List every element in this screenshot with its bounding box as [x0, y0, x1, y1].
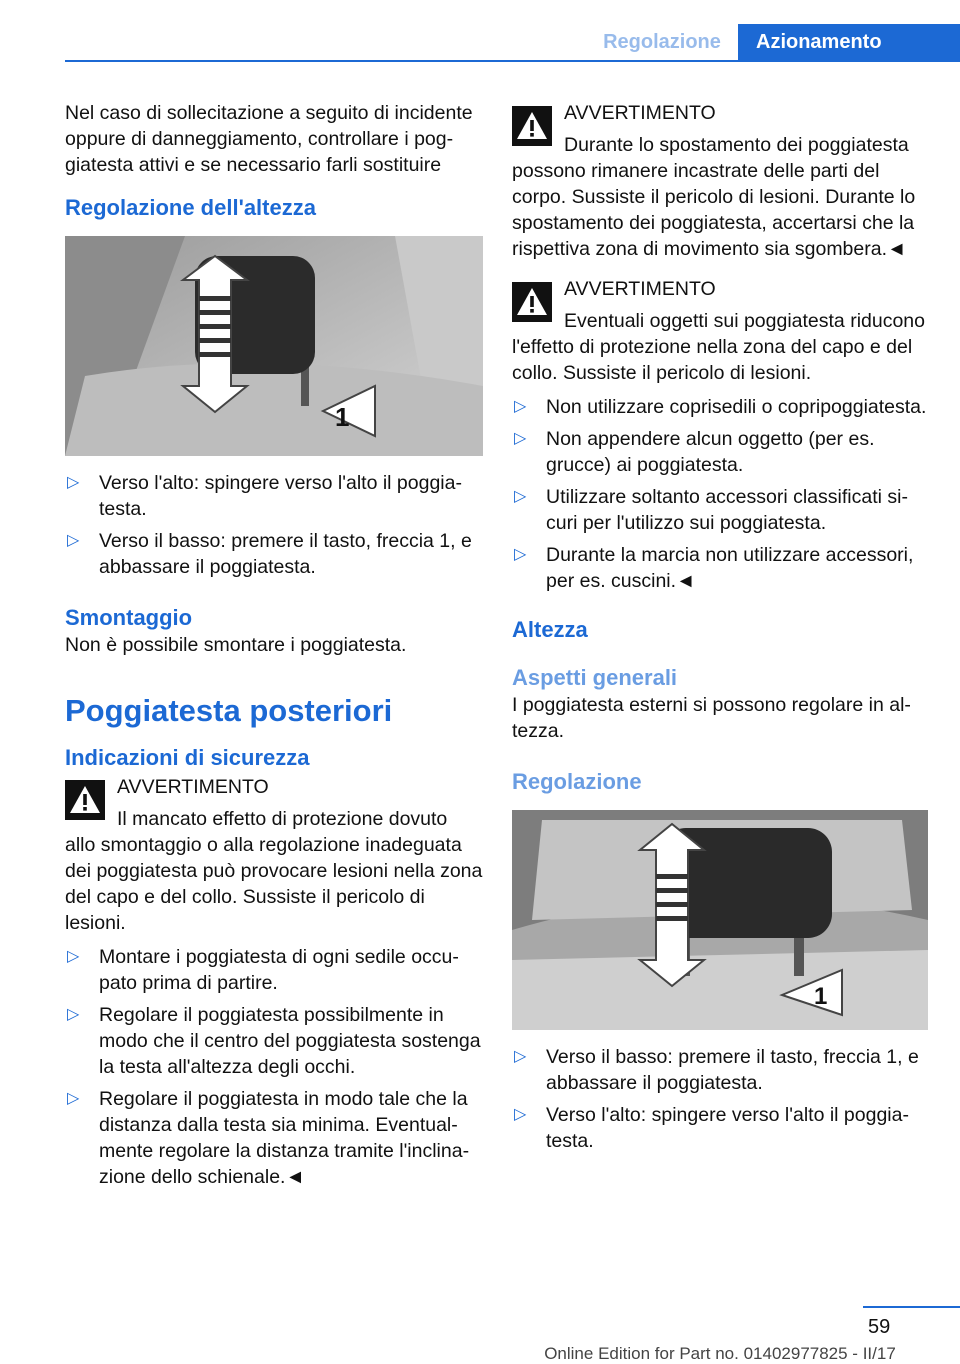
bullet-triangle-icon: ▷: [514, 398, 527, 415]
heading-safety: Indicazioni di sicurezza: [65, 745, 310, 770]
bullet-triangle-icon: ▷: [514, 488, 527, 505]
heading-general: Aspetti generali: [512, 665, 678, 690]
left-column: [65, 100, 483, 1196]
right-column: [512, 100, 928, 1160]
list-item: ▷ Non appendere alcun oggetto (per es. grucce) ai poggiatesta.: [514, 428, 875, 476]
bullet-triangle-icon: ▷: [514, 546, 527, 563]
header-chapter: Azionamento: [738, 24, 960, 60]
list-item: ▷ Utilizzare soltanto accessori classificati sicuri per l'utilizzo sui poggiatesta.: [514, 486, 908, 534]
warning-title: AVVERTIMENTO: [564, 278, 716, 300]
footer-rule: [863, 1306, 960, 1308]
bullet-triangle-icon: ▷: [67, 474, 80, 491]
header-rule: [65, 60, 960, 62]
heading-rear-headrests: Poggiatesta posteriori: [65, 693, 393, 728]
edition-footer: Online Edition for Part no. 01402977825 - II/17: [544, 1344, 896, 1363]
bullet-triangle-icon: ▷: [67, 1006, 80, 1023]
list-item: ▷ Verso il basso: premere il tasto, freccia 1, e abbassare il poggiatesta.: [67, 530, 472, 578]
warning-block: [512, 100, 928, 262]
warning-text: Durante lo spostamento dei poggiatesta possono rimanere incastrate delle parti del corpo. Sussiste il pericolo di lesioni. Durante lo spostamento dei poggiatesta, accertarsi che la rispettiva zona di movimento sia sgombera.◄: [512, 134, 916, 260]
warning-block: [65, 774, 483, 936]
bullet-triangle-icon: ▷: [514, 430, 527, 447]
rear-headrest-illustration: [512, 810, 928, 1030]
header-section: Regolazione: [603, 31, 721, 53]
heading-removal: Smontaggio: [65, 605, 193, 630]
warning-icon: [65, 780, 105, 820]
list-item: ▷ Montare i poggiatesta di ogni sedile occupato prima di partire.: [67, 946, 459, 994]
front-headrest-image: [65, 236, 483, 456]
bullet-triangle-icon: ▷: [67, 1090, 80, 1107]
warning-title: AVVERTIMENTO: [564, 102, 716, 124]
bullet-triangle-icon: ▷: [67, 532, 80, 549]
list-item: ▷ Regolare il poggiatesta in modo tale che la distanza dalla testa sia minima. Eventualmente regolare la distanza tramite l'inclinazione dello schienale.◄: [67, 1088, 470, 1188]
rear-arrow-label: 1: [814, 983, 828, 1010]
removal-text: Non è possibile smontare i poggiatesta.: [65, 634, 407, 656]
warning-icon: [512, 106, 552, 146]
list-item: ▷ Verso l'alto: spingere verso l'alto il poggiatesta.: [514, 1104, 909, 1152]
list-item: ▷ Durante la marcia non utilizzare accessori, per es. cuscini.◄: [514, 544, 914, 592]
list-item: ▷ Non utilizzare coprisedili o copripoggiatesta.: [514, 396, 927, 418]
heading-height-adjust: Regolazione dell'altezza: [65, 195, 316, 220]
warning-icon: [512, 282, 552, 322]
general-text: I poggiatesta esterni si possono regolare in altezza.: [512, 694, 911, 742]
bullet-triangle-icon: ▷: [67, 948, 80, 965]
front-headrest-illustration: [65, 236, 483, 456]
warning-block: [512, 276, 928, 386]
front-arrow-label: 1: [335, 402, 350, 432]
list-item: ▷ Verso l'alto: spingere verso l'alto il poggiatesta.: [67, 472, 462, 520]
warning-title: AVVERTIMENTO: [117, 776, 269, 798]
list-item: ▷ Regolare il poggiatesta possibilmente in modo che il centro del poggiatesta sostenga la testa all'altezza degli occhi.: [67, 1004, 481, 1078]
heading-height: Altezza: [512, 617, 588, 642]
bullet-triangle-icon: ▷: [514, 1106, 527, 1123]
rear-headrest-image: [512, 810, 928, 1030]
warning-text: Il mancato effetto di protezione dovuto allo smontaggio o alla regolazione inadeguata dei poggiatesta può provocare lesioni nella zona del capo e del collo. Sussiste il pericolo di lesioni.: [65, 808, 483, 934]
heading-adjustment: Regolazione: [512, 769, 642, 794]
bullet-triangle-icon: ▷: [514, 1048, 527, 1065]
page-number: 59: [868, 1316, 891, 1338]
warning-text: Eventuali oggetti sui poggiatesta riducono l'effetto di protezione nella zona del capo e del collo. Sussiste il pericolo di lesioni.: [512, 310, 925, 384]
list-item: ▷ Verso il basso: premere il tasto, freccia 1, e abbassare il poggiatesta.: [514, 1046, 919, 1094]
intro-text: Nel caso di sollecitazione a seguito di incidente oppure di danneggiamento, controllare i poggiatesta attivi e se necessario farli sostituire: [65, 102, 473, 176]
